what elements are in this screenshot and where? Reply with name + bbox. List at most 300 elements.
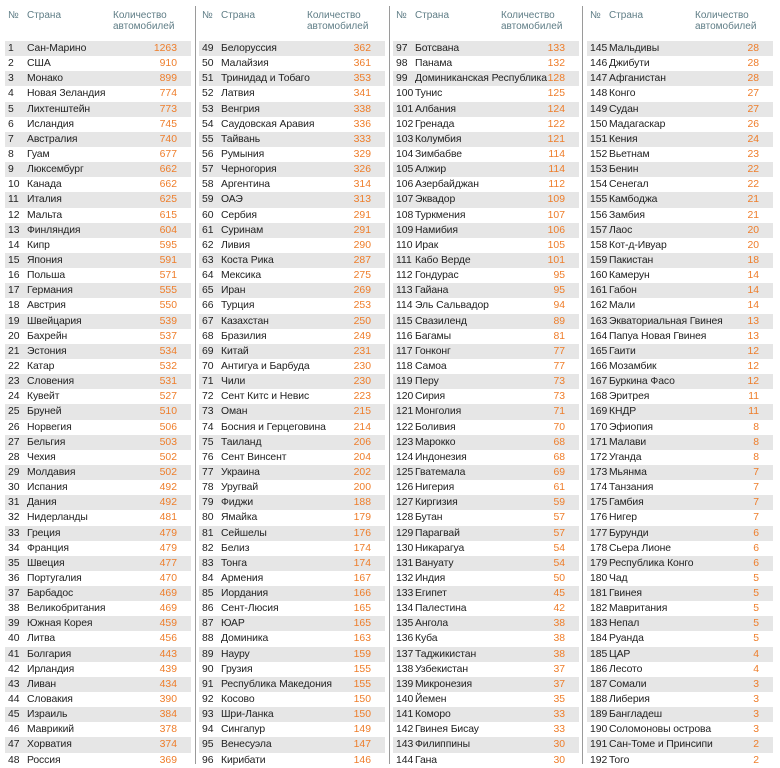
table-row <box>587 404 773 419</box>
table-row <box>199 162 385 177</box>
row-country: Таиланд <box>221 436 262 448</box>
row-number: 72 <box>202 391 214 403</box>
row-number: 183 <box>590 618 608 630</box>
row-country: Дания <box>27 497 57 509</box>
header-country: Страна <box>221 10 256 21</box>
row-car-count: 122 <box>547 118 565 130</box>
row-country: Аргентина <box>221 179 270 191</box>
row-car-count: 146 <box>353 754 371 766</box>
row-country: Танзания <box>609 482 654 494</box>
row-number: 136 <box>396 633 414 645</box>
row-number: 95 <box>202 739 214 751</box>
row-car-count: 70 <box>553 421 565 433</box>
row-country: Алжир <box>415 164 447 176</box>
row-country: Австралия <box>27 133 78 145</box>
row-car-count: 5 <box>753 572 759 584</box>
table-row <box>5 56 191 71</box>
row-car-count: 14 <box>747 270 759 282</box>
row-car-count: 61 <box>553 482 565 494</box>
row-car-count: 132 <box>547 58 565 70</box>
row-number: 26 <box>8 421 20 433</box>
table-row <box>587 737 773 752</box>
row-car-count: 774 <box>159 88 177 100</box>
table-row <box>587 586 773 601</box>
row-car-count: 22 <box>747 179 759 191</box>
row-car-count: 550 <box>159 300 177 312</box>
row-number: 7 <box>8 133 14 145</box>
row-country: Замбия <box>609 209 645 221</box>
row-country: Вануату <box>415 557 454 569</box>
row-number: 77 <box>202 466 214 478</box>
row-car-count: 223 <box>353 391 371 403</box>
row-number: 59 <box>202 194 214 206</box>
row-country: Ирландия <box>27 663 75 675</box>
row-car-count: 479 <box>159 542 177 554</box>
table-row <box>587 389 773 404</box>
row-car-count: 69 <box>553 466 565 478</box>
row-number: 48 <box>8 754 20 766</box>
row-car-count: 54 <box>553 557 565 569</box>
row-number: 40 <box>8 633 20 645</box>
table-row <box>199 556 385 571</box>
row-car-count: 662 <box>159 164 177 176</box>
row-number: 20 <box>8 330 20 342</box>
row-car-count: 434 <box>159 678 177 690</box>
row-country: Малайзия <box>221 58 269 70</box>
row-car-count: 3 <box>753 709 759 721</box>
row-number: 50 <box>202 58 214 70</box>
row-car-count: 269 <box>353 285 371 297</box>
row-car-count: 336 <box>353 118 371 130</box>
row-country: США <box>27 58 51 70</box>
table-row <box>393 162 579 177</box>
row-country: Испания <box>27 482 68 494</box>
row-car-count: 18 <box>747 254 759 266</box>
row-number: 106 <box>396 179 414 191</box>
row-car-count: 338 <box>353 103 371 115</box>
row-country: Бельгия <box>27 436 66 448</box>
row-country: Словения <box>27 376 75 388</box>
row-number: 126 <box>396 482 414 494</box>
row-country: КНДР <box>609 406 637 418</box>
row-car-count: 7 <box>753 512 759 524</box>
table-row <box>587 117 773 132</box>
row-country: Индонезия <box>415 451 467 463</box>
table-row <box>587 510 773 525</box>
row-number: 182 <box>590 603 608 615</box>
row-car-count: 95 <box>553 285 565 297</box>
table-row <box>199 404 385 419</box>
row-country: Гвинея <box>609 588 642 600</box>
row-car-count: 3 <box>753 678 759 690</box>
row-number: 170 <box>590 421 608 433</box>
row-number: 131 <box>396 557 414 569</box>
row-number: 44 <box>8 694 20 706</box>
row-car-count: 7 <box>753 466 759 478</box>
row-number: 4 <box>8 88 14 100</box>
row-country: Суринам <box>221 224 264 236</box>
table-row <box>199 238 385 253</box>
row-country: Египет <box>415 588 447 600</box>
row-number: 94 <box>202 724 214 736</box>
row-car-count: 202 <box>353 466 371 478</box>
row-car-count: 28 <box>747 43 759 54</box>
row-country: Россия <box>27 754 61 766</box>
table-row <box>587 495 773 510</box>
row-car-count: 604 <box>159 224 177 236</box>
table-row <box>199 450 385 465</box>
table-row <box>5 314 191 329</box>
row-country: Южная Корея <box>27 618 93 630</box>
row-country: Швейцария <box>27 315 82 327</box>
table-row <box>587 41 773 56</box>
row-car-count: 534 <box>159 345 177 357</box>
table-row <box>587 631 773 646</box>
table-row <box>199 314 385 329</box>
row-car-count: 179 <box>353 512 371 524</box>
row-number: 167 <box>590 376 608 388</box>
row-car-count: 2 <box>753 754 759 766</box>
table-row <box>393 722 579 737</box>
table-row <box>587 102 773 117</box>
row-country: Доминиканская Республика <box>415 73 547 85</box>
table-row <box>199 616 385 631</box>
row-car-count: 22 <box>747 164 759 176</box>
row-number: 101 <box>396 103 414 115</box>
row-country: Мальта <box>27 209 63 221</box>
row-country: ЮАР <box>221 618 245 630</box>
table-row <box>393 541 579 556</box>
row-country: Либерия <box>609 694 650 706</box>
row-country: Лесото <box>609 663 643 675</box>
row-car-count: 21 <box>747 194 759 206</box>
row-car-count: 677 <box>159 148 177 160</box>
row-country: Белиз <box>221 542 250 554</box>
row-car-count: 625 <box>159 194 177 206</box>
row-number: 188 <box>590 694 608 706</box>
row-car-count: 95 <box>553 270 565 282</box>
table-row <box>5 601 191 616</box>
table-row <box>5 420 191 435</box>
row-number: 6 <box>8 118 14 130</box>
row-number: 63 <box>202 254 214 266</box>
row-country: Грузия <box>221 663 253 675</box>
table-row <box>199 510 385 525</box>
row-country: Науру <box>221 648 250 660</box>
table-row <box>393 707 579 722</box>
row-number: 8 <box>8 148 14 160</box>
row-car-count: 287 <box>353 254 371 266</box>
row-car-count: 107 <box>547 209 565 221</box>
row-number: 34 <box>8 542 20 554</box>
row-car-count: 150 <box>353 694 371 706</box>
table-row <box>587 298 773 313</box>
row-country: Доминика <box>221 633 269 645</box>
table-row <box>393 677 579 692</box>
row-number: 23 <box>8 376 20 388</box>
table-row <box>199 298 385 313</box>
row-country: Гайана <box>415 285 449 297</box>
row-country: Чехия <box>27 451 56 463</box>
row-country: Никарагуа <box>415 542 465 554</box>
row-number: 58 <box>202 179 214 191</box>
row-car-count: 12 <box>747 376 759 388</box>
row-country: Япония <box>27 254 63 266</box>
row-country: Ливан <box>27 678 57 690</box>
row-car-count: 470 <box>159 572 177 584</box>
table-row <box>199 208 385 223</box>
row-car-count: 106 <box>547 224 565 236</box>
table-row <box>199 71 385 86</box>
row-car-count: 167 <box>353 572 371 584</box>
table-row <box>199 753 385 768</box>
row-number: 104 <box>396 148 414 160</box>
row-country: Швеция <box>27 557 65 569</box>
table-row <box>393 692 579 707</box>
row-car-count: 166 <box>353 588 371 600</box>
row-number: 62 <box>202 239 214 251</box>
row-country: Бангладеш <box>609 709 663 721</box>
header-number: № <box>202 10 213 21</box>
row-country: Хорватия <box>27 739 72 751</box>
row-number: 151 <box>590 133 608 145</box>
row-car-count: 42 <box>553 603 565 615</box>
row-country: Уганда <box>609 451 642 463</box>
row-number: 143 <box>396 739 414 751</box>
table-row <box>5 208 191 223</box>
table-row <box>587 753 773 768</box>
column-header <box>5 0 191 40</box>
row-country: Гамбия <box>609 497 644 509</box>
header-number: № <box>590 10 601 21</box>
row-country: Бруней <box>27 406 62 418</box>
row-number: 100 <box>396 88 414 100</box>
row-number: 81 <box>202 527 214 539</box>
row-car-count: 73 <box>553 391 565 403</box>
row-country: Судан <box>609 103 639 115</box>
table-row <box>5 253 191 268</box>
table-row <box>393 314 579 329</box>
row-car-count: 314 <box>353 179 371 191</box>
column-header <box>587 0 773 40</box>
row-number: 46 <box>8 724 20 736</box>
table-row <box>393 117 579 132</box>
row-number: 13 <box>8 224 20 236</box>
table-row <box>5 404 191 419</box>
table-row <box>199 56 385 71</box>
row-country: Вьетнам <box>609 148 650 160</box>
row-car-count: 147 <box>353 739 371 751</box>
row-number: 135 <box>396 618 414 630</box>
row-country: Туркмения <box>415 209 466 221</box>
row-car-count: 24 <box>747 133 759 145</box>
table-row <box>587 677 773 692</box>
row-country: Венгрия <box>221 103 260 115</box>
row-number: 69 <box>202 345 214 357</box>
row-country: Габон <box>609 285 637 297</box>
table-row <box>199 601 385 616</box>
row-number: 177 <box>590 527 608 539</box>
row-number: 108 <box>396 209 414 221</box>
row-car-count: 20 <box>747 239 759 251</box>
row-number: 76 <box>202 451 214 463</box>
table-row <box>199 647 385 662</box>
row-car-count: 149 <box>353 724 371 736</box>
row-car-count: 14 <box>747 300 759 312</box>
table-row <box>5 737 191 752</box>
row-car-count: 899 <box>159 73 177 85</box>
row-country: Таджикистан <box>415 648 477 660</box>
row-number: 64 <box>202 270 214 282</box>
row-car-count: 33 <box>553 709 565 721</box>
row-number: 144 <box>396 754 414 766</box>
row-car-count: 3 <box>753 724 759 736</box>
row-car-count: 114 <box>548 164 565 176</box>
row-car-count: 443 <box>159 648 177 660</box>
row-car-count: 502 <box>159 466 177 478</box>
table-row <box>5 86 191 101</box>
table-row <box>393 571 579 586</box>
row-number: 87 <box>202 618 214 630</box>
table-row <box>587 314 773 329</box>
row-number: 57 <box>202 164 214 176</box>
table-row <box>393 616 579 631</box>
row-number: 175 <box>590 497 608 509</box>
row-number: 128 <box>396 512 414 524</box>
row-car-count: 479 <box>159 527 177 539</box>
row-car-count: 510 <box>159 406 177 418</box>
row-country: Непал <box>609 618 640 630</box>
row-number: 149 <box>590 103 608 115</box>
table-row <box>5 707 191 722</box>
row-number: 105 <box>396 164 414 176</box>
table-row <box>199 707 385 722</box>
row-country: Тонга <box>221 557 247 569</box>
table-row <box>5 102 191 117</box>
row-car-count: 6 <box>753 542 759 554</box>
row-car-count: 6 <box>753 527 759 539</box>
row-car-count: 112 <box>548 179 565 191</box>
row-number: 91 <box>202 678 214 690</box>
table-row <box>393 420 579 435</box>
row-country: Финляндия <box>27 224 81 236</box>
row-car-count: 215 <box>353 406 371 418</box>
table-row <box>5 662 191 677</box>
table-row <box>5 435 191 450</box>
row-country: ЦАР <box>609 648 631 660</box>
table-row <box>5 359 191 374</box>
table-row <box>199 737 385 752</box>
row-car-count: 8 <box>753 436 759 448</box>
table-row <box>587 86 773 101</box>
row-car-count: 531 <box>159 376 177 388</box>
row-car-count: 38 <box>553 648 565 660</box>
table-row <box>393 495 579 510</box>
table-row <box>199 329 385 344</box>
row-number: 117 <box>396 345 413 357</box>
table-row <box>393 465 579 480</box>
table-row <box>393 71 579 86</box>
table-row <box>5 389 191 404</box>
row-country: Албания <box>415 103 456 115</box>
row-country: Оман <box>221 406 248 418</box>
row-car-count: 469 <box>159 588 177 600</box>
row-number: 160 <box>590 270 608 282</box>
row-country: Сомали <box>609 678 647 690</box>
table-row <box>5 631 191 646</box>
row-number: 86 <box>202 603 214 615</box>
table-row <box>5 192 191 207</box>
column-divider <box>582 6 583 764</box>
row-country: Кирибати <box>221 754 266 766</box>
header-country: Страна <box>27 10 62 21</box>
table-row <box>5 268 191 283</box>
table-row <box>587 722 773 737</box>
row-car-count: 68 <box>553 436 565 448</box>
row-country: Гонконг <box>415 345 451 357</box>
row-car-count: 37 <box>553 663 565 675</box>
row-number: 122 <box>396 421 414 433</box>
row-country: Колумбия <box>415 133 462 145</box>
row-car-count: 133 <box>547 43 565 54</box>
row-car-count: 231 <box>353 345 371 357</box>
row-car-count: 206 <box>353 436 371 448</box>
row-car-count: 54 <box>553 542 565 554</box>
row-number: 36 <box>8 572 20 584</box>
row-country: Сингапур <box>221 724 266 736</box>
table-row <box>393 208 579 223</box>
row-number: 37 <box>8 588 20 600</box>
table-row <box>393 374 579 389</box>
row-country: Республика Македония <box>221 678 332 690</box>
header-count: Количество автомобилей <box>695 10 757 32</box>
row-number: 185 <box>590 648 608 660</box>
row-number: 107 <box>396 194 414 206</box>
table-column-4 <box>587 0 773 764</box>
row-country: Свазиленд <box>415 315 467 327</box>
row-car-count: 28 <box>747 58 759 70</box>
row-number: 146 <box>590 58 608 70</box>
row-number: 21 <box>8 345 20 357</box>
table-row <box>393 450 579 465</box>
row-number: 130 <box>396 542 414 554</box>
table-row <box>393 86 579 101</box>
row-country: Мозамбик <box>609 360 657 372</box>
row-car-count: 28 <box>747 73 759 85</box>
row-country: Армения <box>221 572 264 584</box>
row-car-count: 174 <box>353 557 371 569</box>
row-country: Сент Винсент <box>221 451 287 463</box>
row-car-count: 73 <box>553 376 565 388</box>
row-country: Пакистан <box>609 254 654 266</box>
row-car-count: 155 <box>353 678 371 690</box>
table-column-3 <box>393 0 579 764</box>
row-country: Чили <box>221 376 246 388</box>
row-car-count: 456 <box>159 633 177 645</box>
row-country: Лаос <box>609 224 633 236</box>
row-country: Азербайджан <box>415 179 479 191</box>
row-car-count: 165 <box>353 603 371 615</box>
row-country: Джибути <box>609 58 650 70</box>
row-country: Индия <box>415 572 446 584</box>
row-car-count: 291 <box>353 209 371 221</box>
row-number: 152 <box>590 148 608 160</box>
row-country: Нигер <box>609 512 637 524</box>
row-country: Болгария <box>27 648 72 660</box>
row-country: Коста Рика <box>221 254 274 266</box>
row-car-count: 329 <box>353 148 371 160</box>
table-row <box>587 465 773 480</box>
